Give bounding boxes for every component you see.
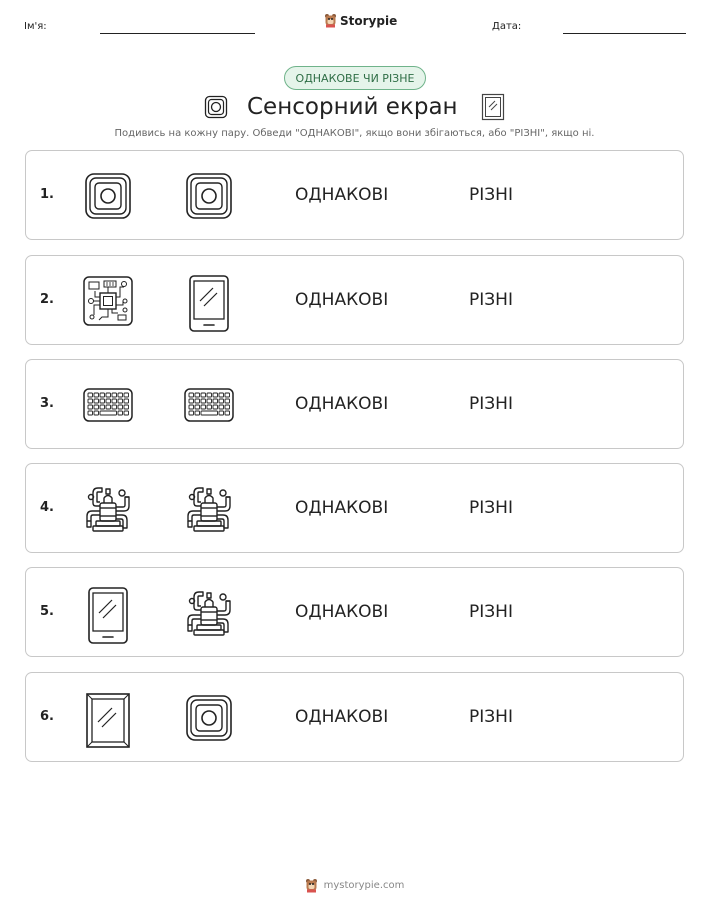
name-label: Ім'я:	[24, 21, 47, 32]
pipes-machine-icon	[82, 483, 134, 535]
keyboard-icon	[183, 379, 235, 431]
option-same[interactable]: ОДНАКОВІ	[295, 602, 389, 622]
tablet-icon	[82, 587, 134, 645]
row-number: 2.	[40, 292, 54, 307]
pipes-machine-icon	[183, 483, 235, 535]
row-number: 3.	[40, 396, 54, 411]
exercise-row-3	[25, 359, 684, 449]
footer	[0, 878, 709, 893]
name-line[interactable]	[100, 33, 255, 34]
option-different[interactable]: РІЗНІ	[469, 498, 513, 518]
right-picture	[183, 275, 235, 327]
row-number: 6.	[40, 709, 54, 724]
footer-url[interactable]: mystorypie.com	[323, 880, 405, 891]
exercise-row-4	[25, 463, 684, 553]
option-same[interactable]: ОДНАКОВІ	[295, 290, 389, 310]
tablet-icon	[183, 275, 235, 333]
storypie-mascot-icon	[324, 13, 337, 28]
option-different[interactable]: РІЗНІ	[469, 602, 513, 622]
option-same[interactable]: ОДНАКОВІ	[295, 498, 389, 518]
left-picture	[82, 692, 134, 744]
screen-frame-icon	[82, 692, 134, 750]
left-picture	[82, 587, 134, 639]
option-different[interactable]: РІЗНІ	[469, 290, 513, 310]
worksheet-type-badge: ОДНАКОВЕ ЧИ РІЗНЕ	[284, 66, 426, 90]
left-picture	[82, 170, 134, 222]
right-picture	[183, 379, 235, 431]
right-picture	[183, 587, 235, 639]
screen-frame-icon	[481, 93, 505, 121]
touch-button-icon	[204, 95, 228, 119]
date-line[interactable]	[563, 33, 686, 34]
exercise-row-1	[25, 150, 684, 240]
left-picture	[82, 379, 134, 431]
right-picture	[183, 483, 235, 535]
brand-logo	[324, 13, 397, 28]
touch-button-icon	[82, 170, 134, 222]
exercise-row-5	[25, 567, 684, 657]
brand-name: Storypie	[340, 13, 398, 28]
storypie-mascot-icon	[305, 878, 318, 893]
option-different[interactable]: РІЗНІ	[469, 185, 513, 205]
left-picture	[82, 275, 134, 327]
circuit-board-icon	[82, 275, 134, 327]
pipes-machine-icon	[183, 587, 235, 639]
row-number: 1.	[40, 187, 54, 202]
page-title: Сенсорний екран	[247, 94, 458, 120]
option-different[interactable]: РІЗНІ	[469, 394, 513, 414]
row-number: 5.	[40, 604, 54, 619]
touch-button-icon	[183, 692, 235, 744]
option-same[interactable]: ОДНАКОВІ	[295, 394, 389, 414]
instructions: Подивись на кожну пару. Обведи "ОДНАКОВІ", якщо вони збігаються, або "РІЗНІ", якщо ні.	[114, 128, 595, 139]
option-same[interactable]: ОДНАКОВІ	[295, 185, 389, 205]
row-number: 4.	[40, 500, 54, 515]
right-picture	[183, 692, 235, 744]
date-label: Дата:	[492, 21, 522, 32]
right-picture	[183, 170, 235, 222]
option-same[interactable]: ОДНАКОВІ	[295, 707, 389, 727]
keyboard-icon	[82, 379, 134, 431]
option-different[interactable]: РІЗНІ	[469, 707, 513, 727]
exercise-row-2	[25, 255, 684, 345]
exercise-row-6	[25, 672, 684, 762]
touch-button-icon	[183, 170, 235, 222]
title-row	[0, 90, 709, 128]
left-picture	[82, 483, 134, 535]
